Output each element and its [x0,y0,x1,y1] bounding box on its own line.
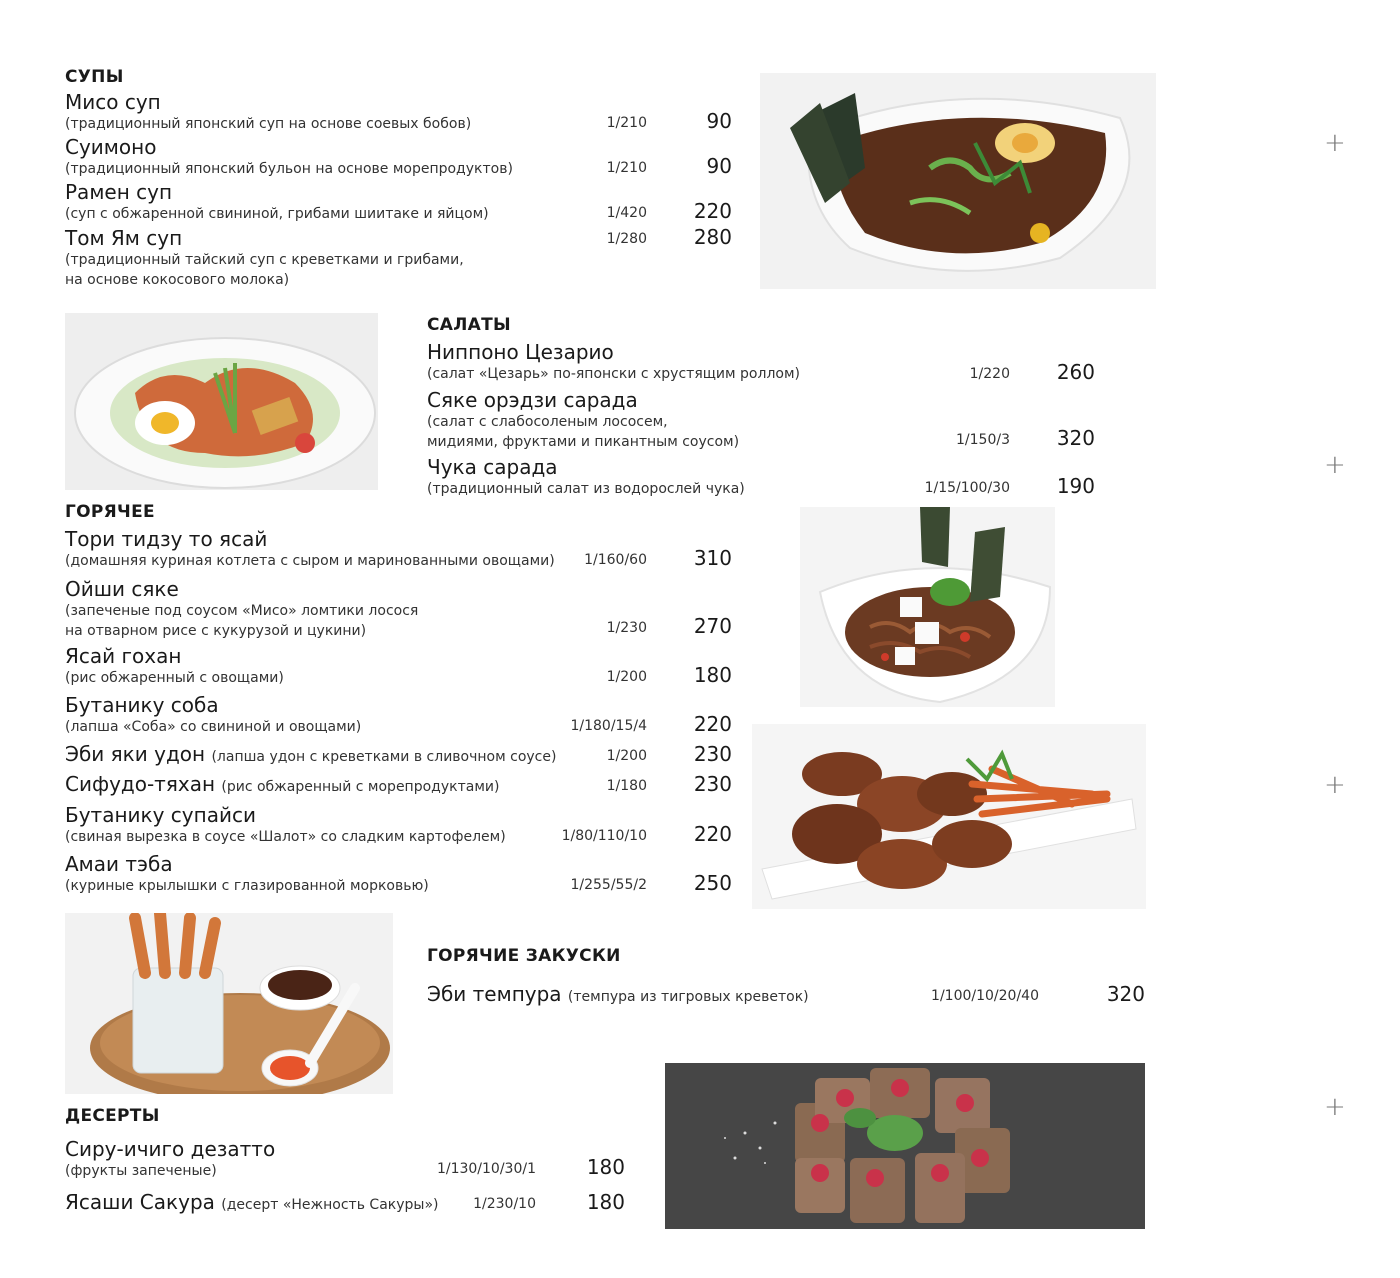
menu-item [65,742,556,769]
dish-weight: 1/200 [606,669,647,685]
dish-name: Эби темпура [427,982,562,1006]
dish-price: 220 [693,712,732,736]
dish-price: 90 [706,109,732,133]
menu-item [427,388,739,452]
dish-description: (рис обжаренный с овощами) [65,670,284,686]
dish-description: (лапша удон с креветками в сливочном соусе) [211,749,557,765]
dish-description: (запеченые под соусом «Мисо» ломтики лосося [65,603,419,619]
menu-item [427,455,745,499]
dish-name: Эби яки удон [65,742,206,766]
dish-weight: 1/15/100/30 [924,480,1010,496]
dish-price: 260 [1056,360,1095,384]
menu-item [427,982,809,1009]
dish-price: 180 [586,1155,625,1179]
dish-name: Чука сарада [427,455,558,479]
section-title-soups: СУПЫ [65,67,124,87]
dish-weight: 1/180/15/4 [570,718,647,734]
menu-item [65,180,489,224]
dish-price: 320 [1106,982,1145,1006]
dish-name: Рамен суп [65,180,173,204]
dish-price: 220 [693,199,732,223]
dish-price: 280 [693,225,732,249]
plus-mark-icon: + [1324,450,1346,480]
dish-weight: 1/255/55/2 [570,877,647,893]
dish-description: (рис обжаренный с морепродуктами) [221,779,500,795]
dish-description: (традиционный тайский суп с креветками и грибами, [65,252,464,268]
menu-item [65,772,499,799]
dish-name: Ниппоно Цезарио [427,340,614,364]
dessert-rolls-photo [665,1063,1145,1229]
dish-price: 230 [693,772,732,796]
dish-weight: 1/200 [606,748,647,764]
dish-description: (лапша «Соба» со свининой и овощами) [65,719,362,735]
menu-item [65,1190,438,1217]
chicken-wings-photo [752,724,1146,909]
dish-name: Бутанику супайси [65,803,256,827]
menu-item [65,90,471,134]
dish-weight: 1/210 [606,115,647,131]
dish-name: Сиру-ичиго дезатто [65,1137,276,1161]
dish-description: (суп с обжаренной свининой, грибами шиитаке и яйцом) [65,206,489,222]
dish-weight: 1/130/10/30/1 [436,1161,536,1177]
dish-name: Сяке орэдзи сарада [427,388,638,412]
menu-item [65,1137,275,1181]
menu-item [427,340,800,384]
dish-weight: 1/220 [969,366,1010,382]
dish-name: Тори тидзу то ясай [65,527,268,551]
dish-description: (традиционный салат из водорослей чука) [427,481,745,497]
menu-item [65,527,555,571]
dish-description: (традиционный японский бульон на основе морепродуктов) [65,161,513,177]
section-title-desserts: ДЕСЕРТЫ [65,1106,160,1126]
section-title-salads: САЛАТЫ [427,315,511,335]
menu-item [65,577,418,641]
plus-mark-icon: + [1324,128,1346,158]
dish-weight: 1/280 [606,231,647,247]
dish-weight: 1/230 [606,620,647,636]
dish-name: Сифудо-тяхан [65,772,216,796]
dish-price: 230 [693,742,732,766]
dish-price: 270 [693,614,732,638]
section-title-hot: ГОРЯЧЕЕ [65,502,155,522]
dish-description: (свиная вырезка в соусе «Шалот» со сладким картофелем) [65,829,506,845]
dish-price: 250 [693,871,732,895]
dish-name: Амаи тэба [65,852,173,876]
dish-price: 90 [706,154,732,178]
soup-bowl-photo [760,73,1156,289]
menu-item [65,226,464,290]
menu-item [65,693,361,737]
dish-description: (десерт «Нежность Сакуры») [221,1197,439,1213]
dish-weight: 1/160/60 [584,552,647,568]
dish-name: Мисо суп [65,90,161,114]
menu-item [65,852,429,896]
dish-price: 190 [1056,474,1095,498]
dish-description: (фрукты запеченые) [65,1163,217,1179]
dish-description: мидиями, фруктами и пикантным соусом) [427,434,740,450]
dish-weight: 1/180 [606,778,647,794]
dish-description: на отварном рисе с кукурузой и цукини) [65,623,367,639]
dish-price: 180 [586,1190,625,1214]
menu-item [65,644,284,688]
dish-weight: 1/80/110/10 [561,828,647,844]
dish-name: Бутанику соба [65,693,219,717]
dish-description: (темпура из тигровых креветок) [567,989,809,1005]
dish-name: Ойши сяке [65,577,179,601]
salad-plate-photo [65,313,378,490]
dish-description: (салат с слабосоленым лососем, [427,414,668,430]
dish-name: Том Ям суп [65,226,183,250]
dish-description: (куриные крылышки с глазированной морковью) [65,878,429,894]
dish-name: Ясай гохан [65,644,182,668]
dish-description: (домашняя куриная котлета с сыром и маринованными овощами) [65,553,555,569]
dish-description: на основе кокосового молока) [65,272,290,288]
dish-price: 180 [693,663,732,687]
dish-name: Суимоно [65,135,157,159]
menu-item [65,803,506,847]
dish-price: 220 [693,822,732,846]
dish-description: (салат «Цезарь» по-японски с хрустящим роллом) [427,366,800,382]
dish-weight: 1/210 [606,160,647,176]
plus-mark-icon: + [1324,1092,1346,1122]
section-title-hot-snacks: ГОРЯЧИЕ ЗАКУСКИ [427,946,621,966]
dish-price: 310 [693,546,732,570]
dish-weight: 1/150/3 [956,432,1010,448]
dish-weight: 1/230/10 [473,1196,536,1212]
dish-weight: 1/100/10/20/40 [931,988,1039,1004]
menu-item [65,135,513,179]
noodle-bowl-photo [800,507,1055,707]
dish-name: Ясаши Сакура [65,1190,215,1214]
dish-price: 320 [1056,426,1095,450]
dish-description: (традиционный японский суп на основе соевых бобов) [65,116,472,132]
tempura-shrimp-photo [65,913,393,1094]
plus-mark-icon: + [1324,770,1346,800]
dish-weight: 1/420 [606,205,647,221]
